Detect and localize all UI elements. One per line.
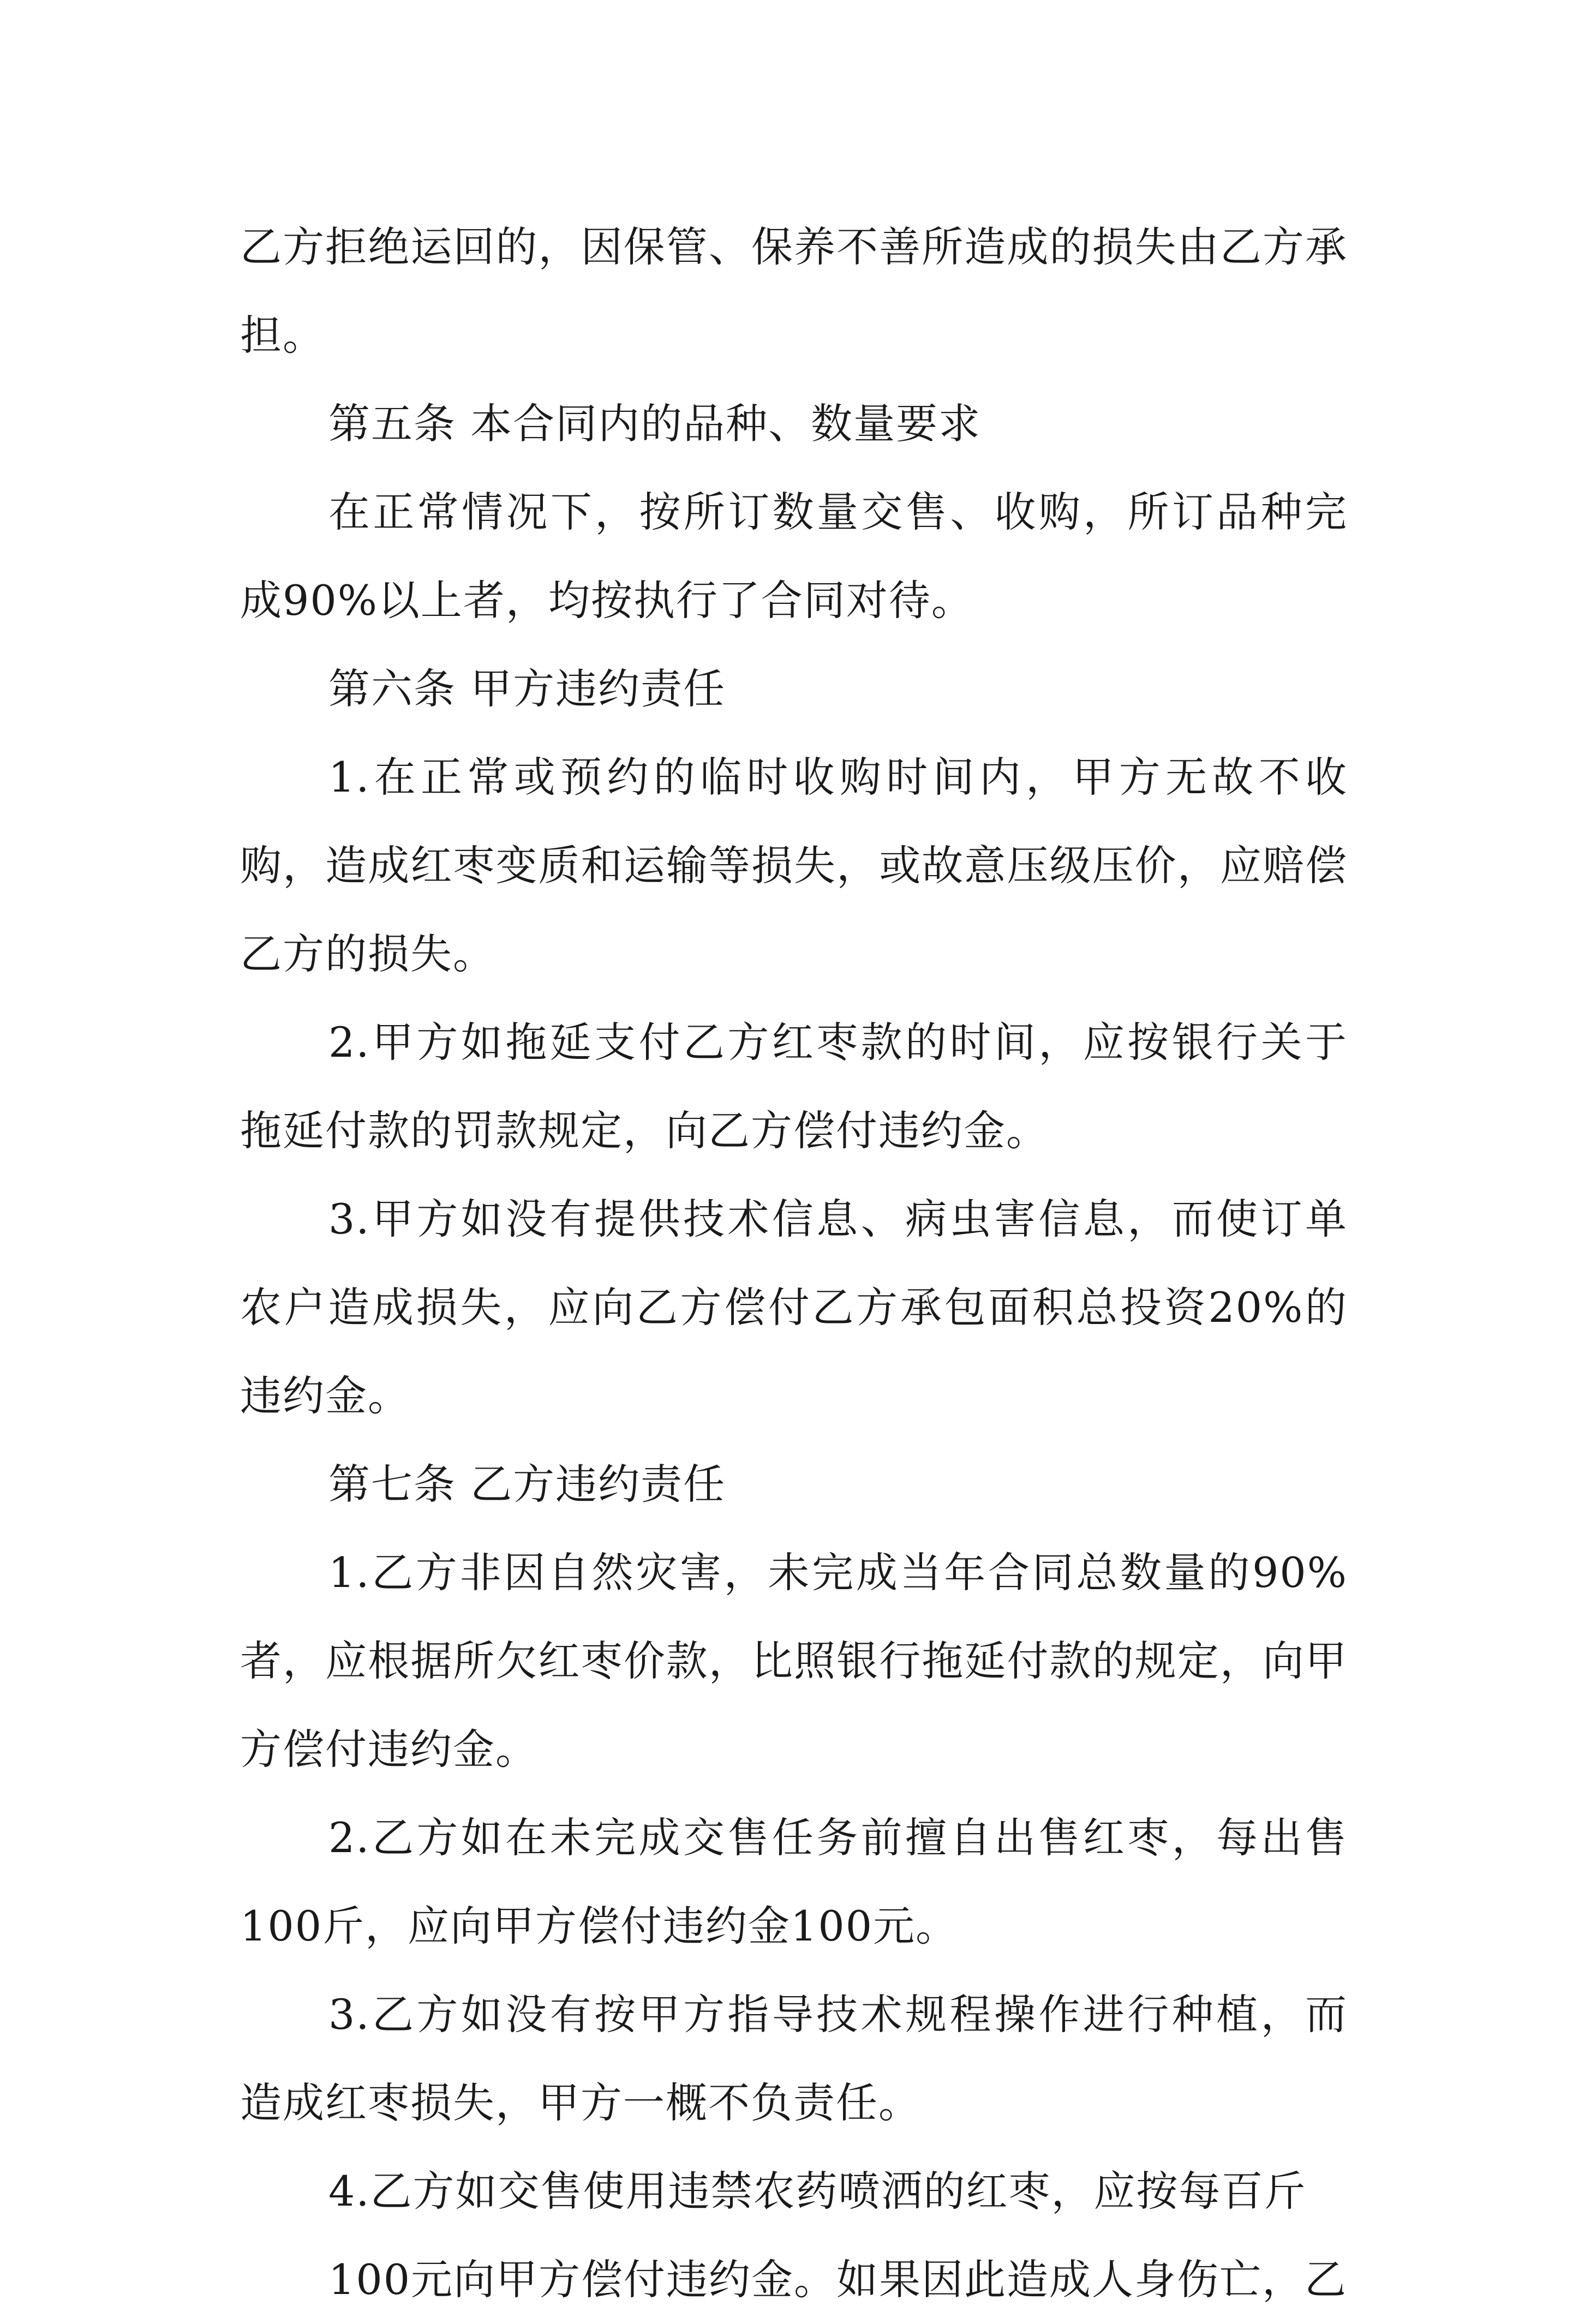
paragraph: 乙方拒绝运回的，因保管、保养不善所造成的损失由乙方承担。 [240,223,1348,360]
list-item: 2.乙方如在未完成交售任务前擅自出售红枣，每出售100斤，应向甲方偿付违约金100元。 [240,1813,1348,1950]
section-heading: 第六条 甲方违约责任 [328,664,726,713]
list-item: 3.甲方如没有提供技术信息、病虫害信息，而使订单农户造成损失，应向乙方偿付乙方承包面积总投资20%的违约金。 [240,1195,1348,1420]
list-item: 2.甲方如拖延支付乙方红枣款的时间，应按银行关于拖延付款的罚款规定，向乙方偿付违约金。 [240,1018,1348,1155]
section-heading: 第五条 本合同内的品种、数量要求 [328,399,982,448]
list-item: 4.乙方如交售使用违禁农药喷洒的红枣，应按每百斤 [328,2167,1307,2215]
list-item: 1.乙方非因自然灾害，未完成当年合同总数量的90%者，应根据所欠红枣价款，比照银行拖延付款的规定，向甲方偿付违约金。 [240,1548,1348,1774]
section-heading: 第七条 乙方违约责任 [328,1460,726,1508]
list-item: 100元向甲方偿付违约金。如果因此造成人身伤亡，乙 [328,2255,1348,2304]
paragraph: 在正常情况下，按所订数量交售、收购，所订品种完成90%以上者，均按执行了合同对待。 [240,488,1348,625]
document-body [240,203,1348,2324]
list-item: 1.在正常或预约的临时收购时间内，甲方无故不收购，造成红枣变质和运输等损失，或故意压级压价，应赔偿乙方的损失。 [240,753,1348,978]
list-item: 3.乙方如没有按甲方指导技术规程操作进行种植，而造成红枣损失，甲方一概不负责任。 [240,1990,1348,2127]
